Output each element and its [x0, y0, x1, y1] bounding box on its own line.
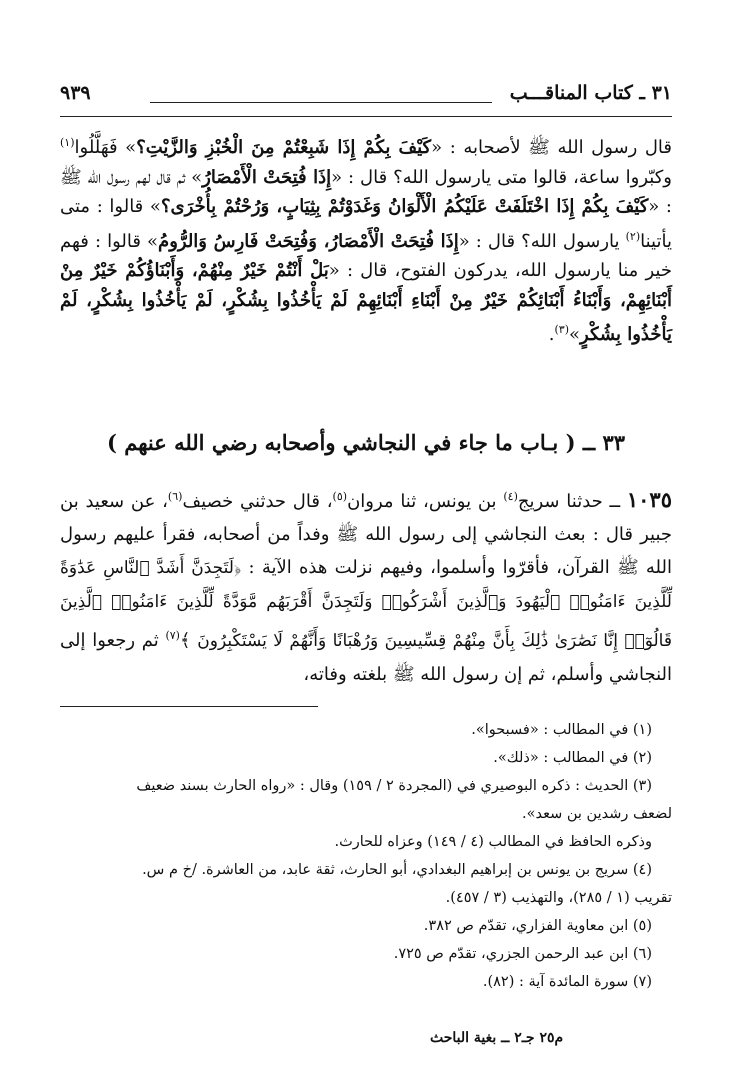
- footnote-ref: (٦): [167, 490, 183, 503]
- chapter-title: ٣١ ـ كتاب المناقـــب: [509, 82, 672, 104]
- quote-run: بَلْ أَنْتُمْ خَيْرٌ مِنْهُمْ، وَأَبْنَاؤُكُمْ خَيْرٌ مِنْ أَبْنَائِهِمْ، وَأَبْنَاءُ أَبْنَائِكُمْ خَيْرٌ مِنْ أَبْنَاءِ أَبْنَائِهِمْ لَمْ يَأْخُذُوا بِشُكْرٍ، لَمْ يَأْخُذُوا بِشُكْرٍ، لَمْ يَأْخُذُوا بِشُكْرٍ: [60, 260, 672, 345]
- text-run: ، قال حدثني خصيف: [182, 491, 333, 512]
- quote-run: إِذَا فُتِحَتْ الْأَمْصَارُ، وَفُتِحَتْ فَارِسُ وَالرُّومُ: [158, 230, 459, 252]
- text-run: ــ حدثنا سريج: [517, 491, 627, 512]
- quote-run: كَيْفَ بِكُمْ إِذَا شَبِعْتُمْ مِنَ الْخُبْزِ وَالزَّيْتِ؟: [136, 137, 432, 158]
- footnote-7: (٧) سورة المائدة آية : (٨٢).: [482, 974, 652, 990]
- footnote-2: (٢) في المطالب : «ذلك».: [493, 750, 652, 766]
- footnote-3: (٣) الحديث : ذكره البوصيري في (المجردة ٢ / ١٥٩) وقال : «رواه الحارث بسند ضعيف: [136, 778, 652, 794]
- header-rule: [150, 102, 492, 103]
- section-title: ٣٣ ــ ( بـاب ما جاء في النجاشي وأصحابه رضي الله عنهم ): [106, 430, 625, 455]
- hadith-number: ١٠٣٥: [626, 487, 672, 512]
- text-run: »: [569, 324, 581, 345]
- text-run: » ثم قال لهم رسول الله ﷺ : «: [60, 166, 672, 217]
- text-run: ﴾: [179, 630, 198, 651]
- text-run: » فَهَلَّلُوا: [74, 137, 137, 158]
- footnotes: [60, 716, 672, 996]
- text-run: وكبّروا ساعة، قالوا متى يارسول الله؟ قال : «: [331, 166, 672, 188]
- text-run: قال رسول الله ﷺ لأصحابه : «: [431, 137, 672, 158]
- footnote-ref: (١): [60, 136, 75, 149]
- footnote-1: (١) في المطالب : «فسبحوا».: [471, 722, 652, 738]
- text-run: ثم رجعوا إلى النجاشي وأسلم، ثم إن رسول الله ﷺ بلغته وفاته،: [60, 630, 672, 685]
- footnote-ref: (٤): [503, 490, 518, 503]
- header-divider: [60, 116, 672, 117]
- footnote-divider: [60, 706, 318, 707]
- footnote-4-continued: تقريب (١ / ٢٨٥)، والتهذيب (٣ / ٤٥٧).: [445, 890, 672, 906]
- footnote-4: (٤) سريج بن يونس بن إبراهيم البغدادي، أبو الحارث، ثقة عابد، من العاشرة. /خ م س.: [142, 862, 652, 878]
- hadith-text: [60, 480, 672, 691]
- footnote-ref: (٥): [332, 490, 348, 503]
- text-run: بن يونس، ثنا مروان: [347, 491, 504, 512]
- text-run: .: [548, 324, 555, 345]
- quote-run: كَيْفَ بِكُمْ إِذَا اخْتَلَفَتْ عَلَيْكُمُ الْأَلْوَانُ وَغَدَوْتُمْ بِثِيَابٍ، وَرُحْتُمْ بِأُخْرَى؟: [160, 196, 649, 217]
- footnote-ref: (٣): [554, 323, 570, 336]
- footnote-3-continued: لضعف رشدين بن سعد».: [522, 806, 672, 822]
- footnote-5: (٥) ابن معاوية الفزاري، تقدّم ص ٣٨٢.: [423, 918, 652, 934]
- hadith-paragraph: [60, 480, 672, 691]
- quote-run: إِذَا فُتِحَتْ الْأَمْصَارُ: [202, 166, 332, 188]
- text-run: يارسول الله؟ قال : «: [458, 230, 626, 252]
- text-run: » قالوا : متى يأتينا: [60, 196, 672, 252]
- quran-verse: لَتَجِدَنَّ أَشَدَّ ٱلنَّاسِ عَدَٰوَةً لِّلَّذِينَ ءَامَنُوا۟ ٱلْيَهُودَ وَٱلَّذِينَ أَشْرَكُوا۟ وَلَتَجِدَنَّ أَقْرَبَهُم مَّوَدَّةً لِّلَّذِينَ ءَامَنُوا۟ ٱلَّذِينَ قَالُوٓا۟ إِنَّا نَصَٰرَىٰ ذَٰلِكَ بِأَنَّ مِنْهُمْ قِسِّيسِينَ وَرُهْبَانًا وَأَنَّهُمْ لَا يَسْتَكْبِرُونَ: [60, 558, 672, 651]
- footnote-ref: (٧): [165, 629, 180, 642]
- page-number: ٩٣٩: [60, 82, 91, 104]
- footnote-6: (٦) ابن عبد الرحمن الجزري، تقدّم ص ٧٢٥.: [393, 946, 652, 962]
- footnote-ref: (٢): [625, 229, 641, 243]
- text-run: » قالوا : فهم خير منا يارسول الله، يدركون الفتوح، قال : «: [60, 230, 672, 281]
- text-run: ، عن سعيد بن جبير قال : بعث النجاشي إلى رسول الله ﷺ وفداً من أصحابه، فقرأ عليهم رسول الله ﷺ القرآن، فأقرّوا وأسلموا، وفيهم نزلت هذه الآية : ﴿: [60, 491, 673, 578]
- page-header: [60, 82, 672, 112]
- paragraph-prophet-question: [60, 128, 672, 350]
- main-text: [60, 128, 672, 350]
- footnote-3-note: وذكره الحافظ في المطالب (٤ / ١٤٩) وعزاه للحارث.: [334, 834, 652, 850]
- signature-mark: م٢٥ جـ٢ ــ بغية الباحث: [430, 1030, 564, 1046]
